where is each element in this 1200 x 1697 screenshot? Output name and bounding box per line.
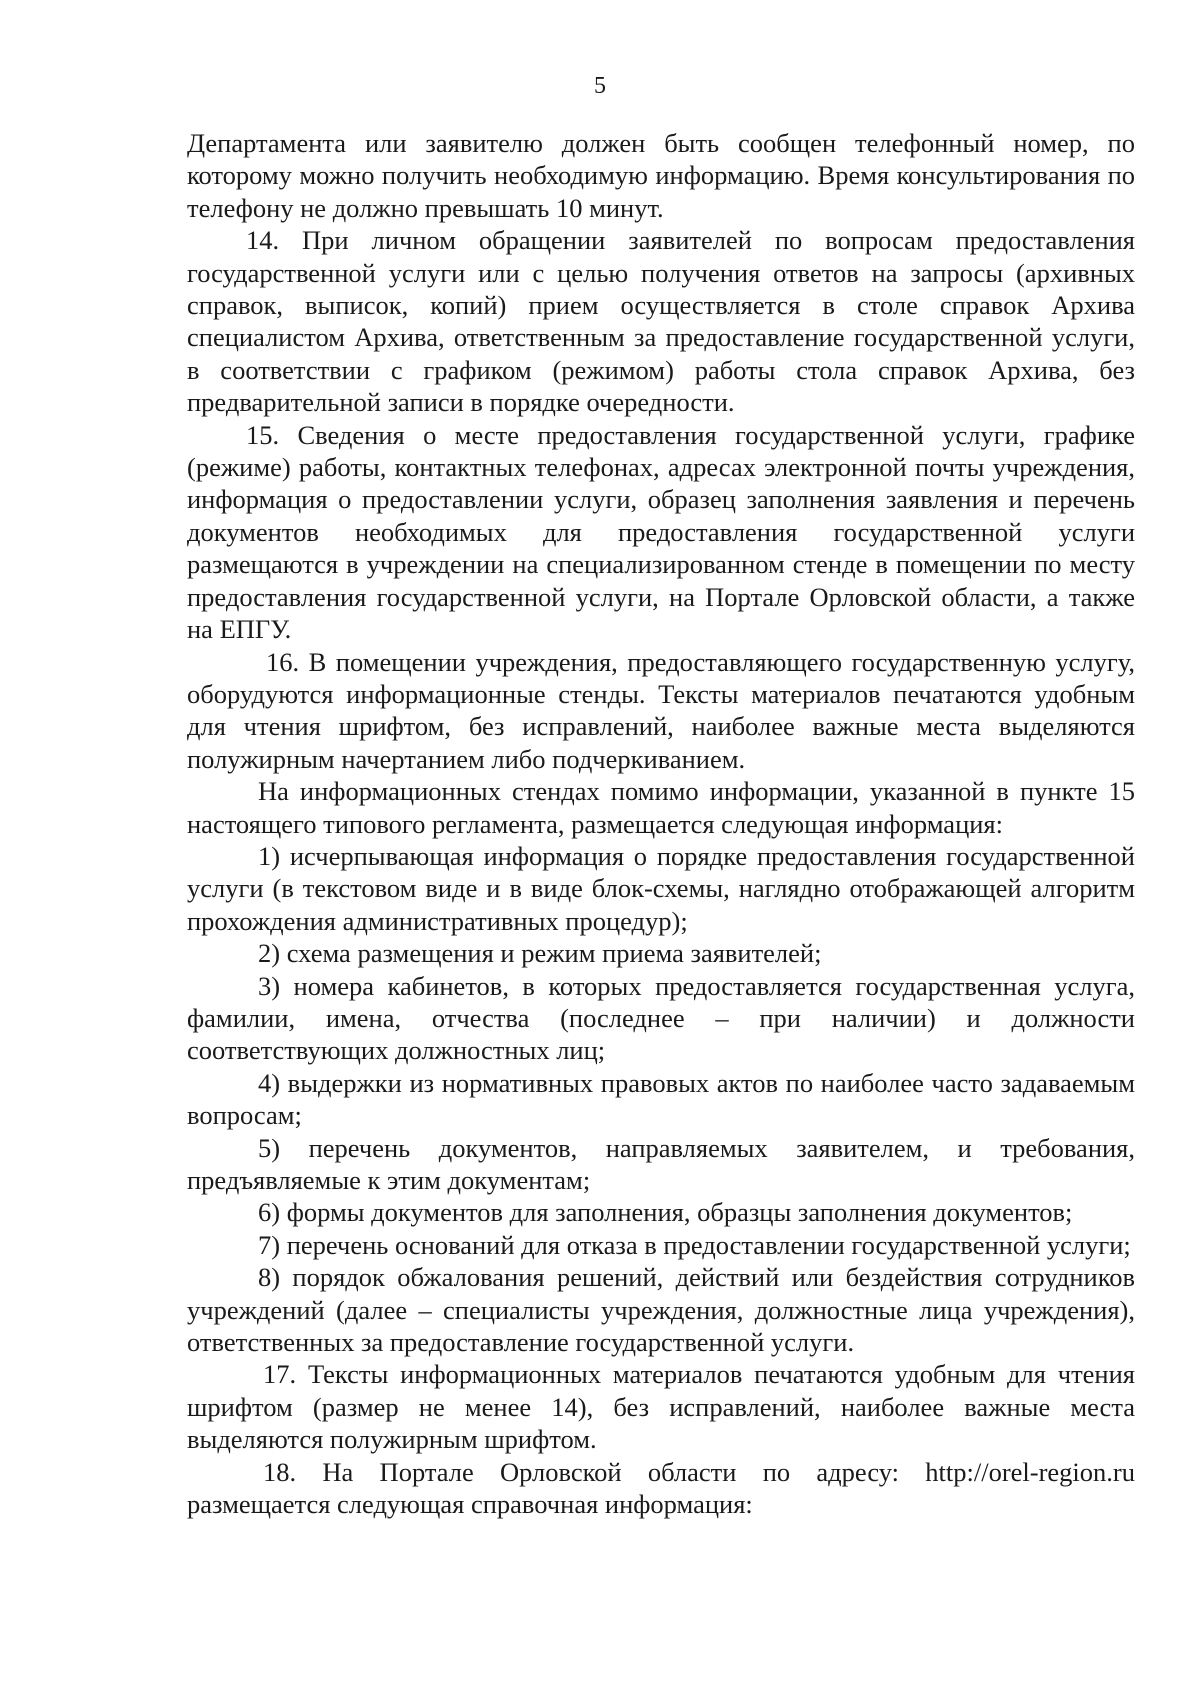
page-number: 5 <box>594 73 606 99</box>
paragraph-15: 15. Сведения о месте предоставления государственной услуги, графике (режиме) работы, контактных телефонах, адресах электронной почты учреждения, информация о предоставлении услуги, образец заполнения заявления и перечень документов необходимых для предоставления государственной услуги размещаются в учреждении на специализированном стенде в помещении по месту предоставления государственной услуги, на Портале Орловской области, а также на ЕПГУ. <box>187 419 1135 645</box>
list-item-3: 3) номера кабинетов, в которых предоставляется государственная услуга, фамилии, имена, отчества (последнее – при наличии) и должности соответствующих должностных лиц; <box>187 970 1135 1066</box>
document-body <box>187 127 1135 1520</box>
paragraph-continuation: Департамента или заявителю должен быть сообщен телефонный номер, по которому можно получить необходимую информацию. Время консультирования по телефону не должно превышать 10 минут. <box>187 128 1135 223</box>
paragraph-14: 14. При личном обращении заявителей по вопросам предоставления государственной услуги или с целью получения ответов на запросы (архивных справок, выписок, копий) прием осуществляется в столе справок Архива специалистом Архива, ответственным за предоставление государственной услуги, в соответствии с графиком (режимом) работы стола справок Архива, без предварительной записи в порядке очередности. <box>187 225 1135 418</box>
list-item-5: 5) перечень документов, направляемых заявителем, и требования, предъявляемые к этим документам; <box>187 1132 1135 1195</box>
list-item-4: 4) выдержки из нормативных правовых актов по наиболее часто задаваемым вопросам; <box>187 1067 1135 1131</box>
paragraph-17: 17. Тексты информационных материалов печатаются удобным для чтения шрифтом (размер не менее 14), без исправлений, наиболее важные места выделяются полужирным шрифтом. <box>187 1359 1135 1455</box>
paragraph-18: 18. На Портале Орловской области по адресу: http://orel-region.ru размещается следующая справочная информация: <box>187 1456 1135 1520</box>
list-item-8: 8) порядок обжалования решений, действий или бездействия сотрудников учреждений (далее – специалисты учреждения, должностные лица учреждения), ответственных за предоставление государственной услуги. <box>187 1262 1135 1358</box>
list-item-7: 7) перечень оснований для отказа в предоставлении государственной услуги; <box>258 1229 1131 1260</box>
paragraph-stands-info: На информационных стендах помимо информации, указанной в пункте 15 настоящего типового регламента, размещается следующая информация: <box>187 776 1135 839</box>
list-item-1: 1) исчерпывающая информация о порядке предоставления государственной услуги (в текстовом виде и в виде блок-схемы, наглядно отображающей алгоритм прохождения административных процедур); <box>187 840 1135 936</box>
list-item-6: 6) формы документов для заполнения, образцы заполнения документов; <box>258 1197 1073 1228</box>
paragraph-16: 16. В помещении учреждения, предоставляющего государственную услугу, оборудуются информационные стенды. Тексты материалов печатаются удобным для чтения шрифтом, без исправлений, наиболее важные места выделяются полужирным начертанием либо подчеркиванием. <box>187 646 1135 774</box>
list-item-2: 2) схема размещения и режим приема заявителей; <box>258 938 822 969</box>
